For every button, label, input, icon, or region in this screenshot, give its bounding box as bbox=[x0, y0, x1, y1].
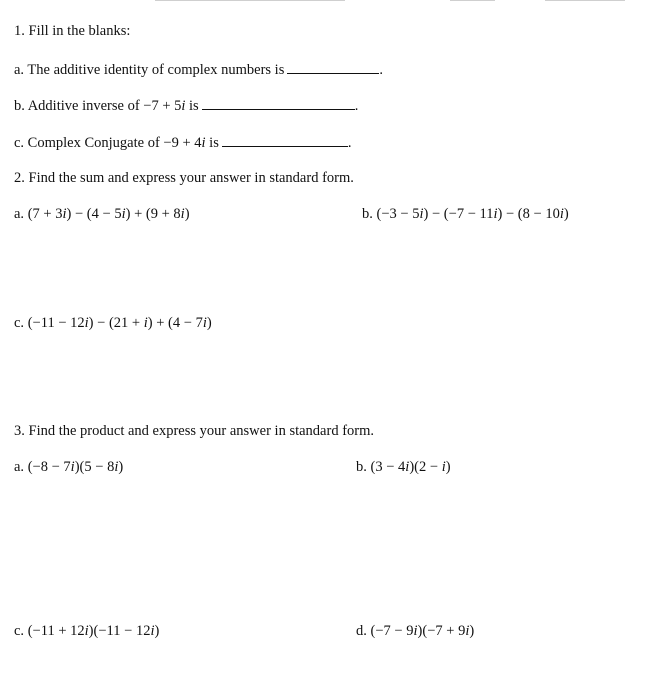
q3-a-expression: (−8 − 7i)(5 − 8i) bbox=[27, 459, 124, 475]
q3-heading-text: 3. Find the product and express your answer in standard form. bbox=[14, 423, 375, 439]
q2-heading-text: 2. Find the sum and express your answer in standard form. bbox=[14, 170, 354, 186]
q2-c-expression: (−11 − 12i) − (21 + i) + (4 − 7i) bbox=[27, 315, 212, 331]
q2-b-label: b. bbox=[362, 206, 373, 222]
q1-b-blank[interactable] bbox=[202, 96, 355, 110]
q1-b-is: is bbox=[185, 98, 199, 114]
q1-c-blank[interactable] bbox=[222, 133, 348, 147]
q2-c-label: c. bbox=[14, 315, 25, 331]
q3-b bbox=[356, 458, 451, 476]
q1-c bbox=[14, 133, 351, 152]
q2-b bbox=[362, 205, 569, 223]
q3-b-label: b. bbox=[356, 459, 367, 475]
q3-b-expression: (3 − 4i)(2 − i) bbox=[370, 459, 451, 475]
q1-b-text: b. Additive inverse of −7 + 5 bbox=[14, 98, 182, 114]
q1-c-is: is bbox=[205, 135, 219, 151]
q1-heading-text: 1. Fill in the blanks: bbox=[14, 23, 131, 39]
q1-a-period: . bbox=[379, 62, 383, 78]
top-rule-1 bbox=[155, 0, 345, 1]
q3-c bbox=[14, 622, 159, 640]
q1-b-period: . bbox=[354, 98, 359, 114]
q2-heading bbox=[14, 169, 354, 187]
q1-c-var: i bbox=[201, 135, 206, 151]
q1-a-blank[interactable] bbox=[287, 60, 379, 74]
q1-b bbox=[14, 96, 358, 115]
q1-heading bbox=[14, 22, 130, 40]
q2-a bbox=[14, 205, 190, 223]
q2-a-label: a. bbox=[14, 206, 25, 222]
q3-heading bbox=[14, 422, 374, 440]
q3-d-expression: (−7 − 9i)(−7 + 9i) bbox=[370, 623, 475, 639]
q3-c-expression: (−11 + 12i)(−11 − 12i) bbox=[27, 623, 160, 639]
q2-b-expression: (−3 − 5i) − (−7 − 11i) − (8 − 10i) bbox=[376, 206, 569, 222]
q3-d-label: d. bbox=[356, 623, 367, 639]
q3-c-label: c. bbox=[14, 623, 25, 639]
q1-c-period: . bbox=[347, 135, 352, 151]
q2-c bbox=[14, 314, 212, 332]
q3-a-label: a. bbox=[14, 459, 25, 475]
q3-d bbox=[356, 622, 474, 640]
top-rule-2 bbox=[450, 0, 495, 1]
q1-c-text: c. Complex Conjugate of −9 + 4 bbox=[14, 135, 202, 151]
q1-b-var: i bbox=[181, 98, 186, 114]
q1-a bbox=[14, 60, 383, 79]
top-rule-3 bbox=[545, 0, 625, 1]
q2-a-expression: (7 + 3i) − (4 − 5i) + (9 + 8i) bbox=[27, 206, 190, 222]
q3-a bbox=[14, 458, 123, 476]
q1-a-text: a. The additive identity of complex numbers is bbox=[14, 62, 285, 78]
